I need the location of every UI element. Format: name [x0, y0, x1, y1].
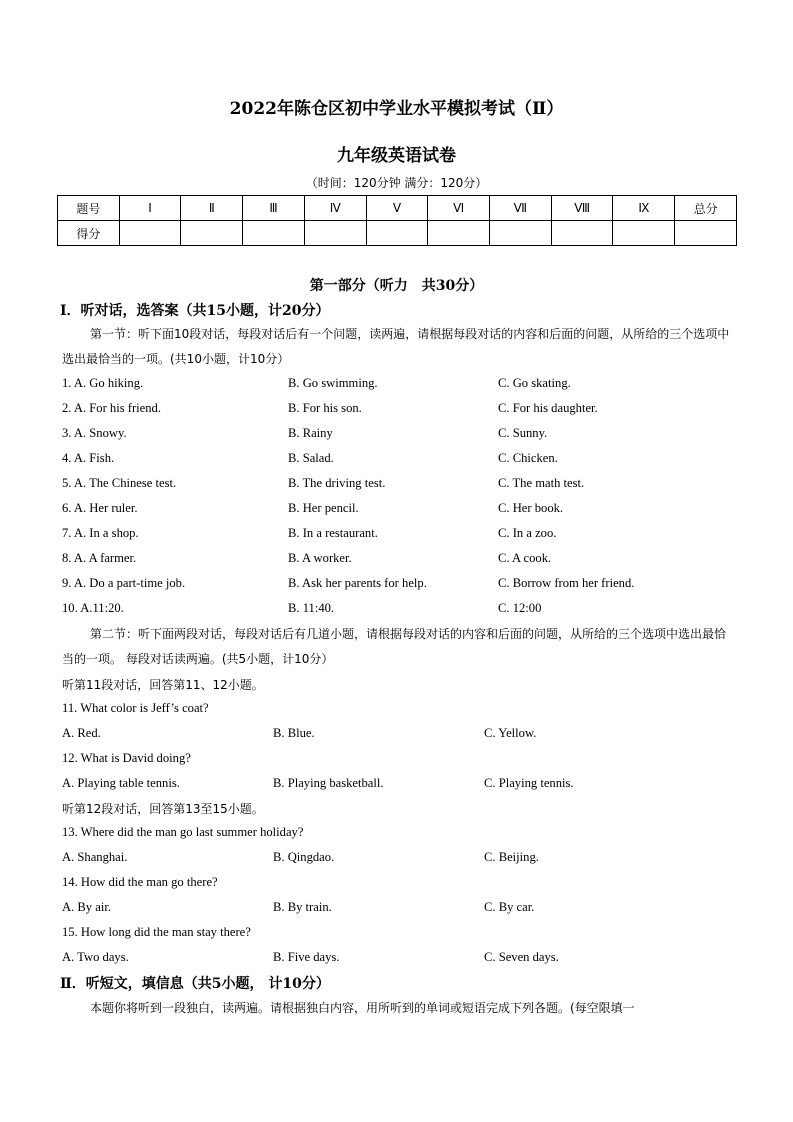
score-header-cell: Ⅳ: [304, 196, 366, 221]
option-a: 9. A. Do a part-time job.: [62, 576, 186, 590]
score-cell: [490, 221, 552, 246]
option-b: B. Playing basketball.: [273, 776, 384, 790]
section2-heading: Ⅱ．听短文，填信息（共5小题， 计10分）: [60, 976, 330, 992]
option-b: B. By train.: [273, 900, 332, 914]
score-header-cell: Ⅰ: [119, 196, 181, 221]
option-a: A. Red.: [62, 726, 101, 740]
option-b: B. In a restaurant.: [288, 526, 378, 540]
section1-heading: Ⅰ．听对话，选答案（共15小题，计20分）: [60, 303, 330, 319]
option-c: C. Her book.: [498, 501, 564, 515]
option-a: 6. A. Her ruler.: [62, 501, 138, 515]
score-cell: [243, 221, 305, 246]
score-header-cell: Ⅴ: [366, 196, 428, 221]
score-cell: [428, 221, 490, 246]
option-b: B. Rainy: [288, 426, 333, 440]
option-c: C. For his daughter.: [498, 401, 598, 415]
score-cell: [366, 221, 428, 246]
option-b: B. A worker.: [288, 551, 352, 565]
option-a: 7. A. In a shop.: [62, 526, 139, 540]
score-table: [57, 195, 737, 246]
option-b: B. Qingdao.: [273, 850, 335, 864]
question-13: 13. Where did the man go last summer holiday?: [62, 825, 304, 839]
option-b: B. Five days.: [273, 950, 340, 964]
score-row-label: 得分: [58, 221, 120, 246]
option-c: C. Yellow.: [484, 726, 537, 740]
score-header-cell: 题号: [58, 196, 120, 221]
option-c: C. A cook.: [498, 551, 552, 565]
score-header-cell: Ⅱ: [181, 196, 243, 221]
question-11: 11. What color is Jeff’s coat?: [62, 701, 209, 715]
score-header-cell: Ⅸ: [613, 196, 675, 221]
option-a: 2. A. For his friend.: [62, 401, 161, 415]
part-heading: 第一部分（听力 共30分）: [309, 278, 484, 294]
option-b: B. Salad.: [288, 451, 334, 465]
option-a: 4. A. Fish.: [62, 451, 115, 465]
option-c: C. The math test.: [498, 476, 585, 490]
score-header-cell: Ⅲ: [243, 196, 305, 221]
option-a: 5. A. The Chinese test.: [62, 476, 177, 490]
option-a: 1. A. Go hiking.: [62, 376, 144, 390]
score-cell: [181, 221, 243, 246]
dialog12-note: 听第12段对话，回答第13至15小题。: [62, 802, 264, 816]
score-header-cell: Ⅵ: [428, 196, 490, 221]
option-c: C. Seven days.: [484, 950, 559, 964]
section2-intro: 本题你将听到一段独白，读两遍。请根据独白内容，用所听到的单词或短语完成下列各题。(每空限填一: [90, 1001, 635, 1015]
score-header-cell: 总分: [675, 196, 737, 221]
section1-part2-intro: 第二节：听下面两段对话，每段对话后有几道小题，请根据每段对话的内容和后面的问题，从所给的三个选项中选出最恰当的一项。 每段对话读两遍。(共5小题，计10分）: [62, 627, 727, 666]
section1-intro: 第一节：听下面10段对话，每段对话后有一个问题，读两遍，请根据每段对话的内容和后面的问题，从所给的三个选项中选出最恰当的一项。(共10小题，计10分）: [62, 327, 730, 366]
option-a: 3. A. Snowy.: [62, 426, 127, 440]
option-c: C. 12:00: [498, 601, 542, 615]
exam-meta: （时间：120分钟 满分：120分）: [305, 176, 488, 190]
option-b: B. Her pencil.: [288, 501, 359, 515]
option-c: C. Go skating.: [498, 376, 571, 390]
option-b: B. For his son.: [288, 401, 362, 415]
option-c: C. Beijing.: [484, 850, 539, 864]
score-cell: [675, 221, 737, 246]
option-c: C. Chicken.: [498, 451, 558, 465]
question-14: 14. How did the man go there?: [62, 875, 218, 889]
option-b: B. 11:40.: [288, 601, 335, 615]
score-cell: [304, 221, 366, 246]
option-a: A. Playing table tennis.: [62, 776, 180, 790]
score-cell: [551, 221, 613, 246]
option-b: B. Ask her parents for help.: [288, 576, 427, 590]
dialog11-note: 听第11段对话，回答第11、12小题。: [62, 678, 264, 692]
score-header-cell: Ⅶ: [490, 196, 552, 221]
score-table-header-row: [58, 196, 737, 221]
option-a: A. Shanghai.: [62, 850, 128, 864]
option-a: 8. A. A farmer.: [62, 551, 137, 565]
option-a: A. Two days.: [62, 950, 129, 964]
option-a: A. By air.: [62, 900, 111, 914]
question-15: 15. How long did the man stay there?: [62, 925, 251, 939]
exam-title: 2022年陈仓区初中学业水平模拟考试（Ⅱ）: [229, 99, 564, 119]
option-c: C. Playing tennis.: [484, 776, 574, 790]
score-cell: [119, 221, 181, 246]
option-c: C. By car.: [484, 900, 535, 914]
option-c: C. In a zoo.: [498, 526, 557, 540]
option-b: B. Go swimming.: [288, 376, 378, 390]
score-table-score-row: [58, 221, 737, 246]
score-cell: [613, 221, 675, 246]
option-c: C. Sunny.: [498, 426, 548, 440]
option-b: B. Blue.: [273, 726, 315, 740]
question-12: 12. What is David doing?: [62, 751, 191, 765]
option-a: 10. A.11:20.: [62, 601, 124, 615]
exam-subtitle: 九年级英语试卷: [337, 146, 456, 166]
option-c: C. Borrow from her friend.: [498, 576, 635, 590]
score-header-cell: Ⅷ: [551, 196, 613, 221]
option-b: B. The driving test.: [288, 476, 386, 490]
